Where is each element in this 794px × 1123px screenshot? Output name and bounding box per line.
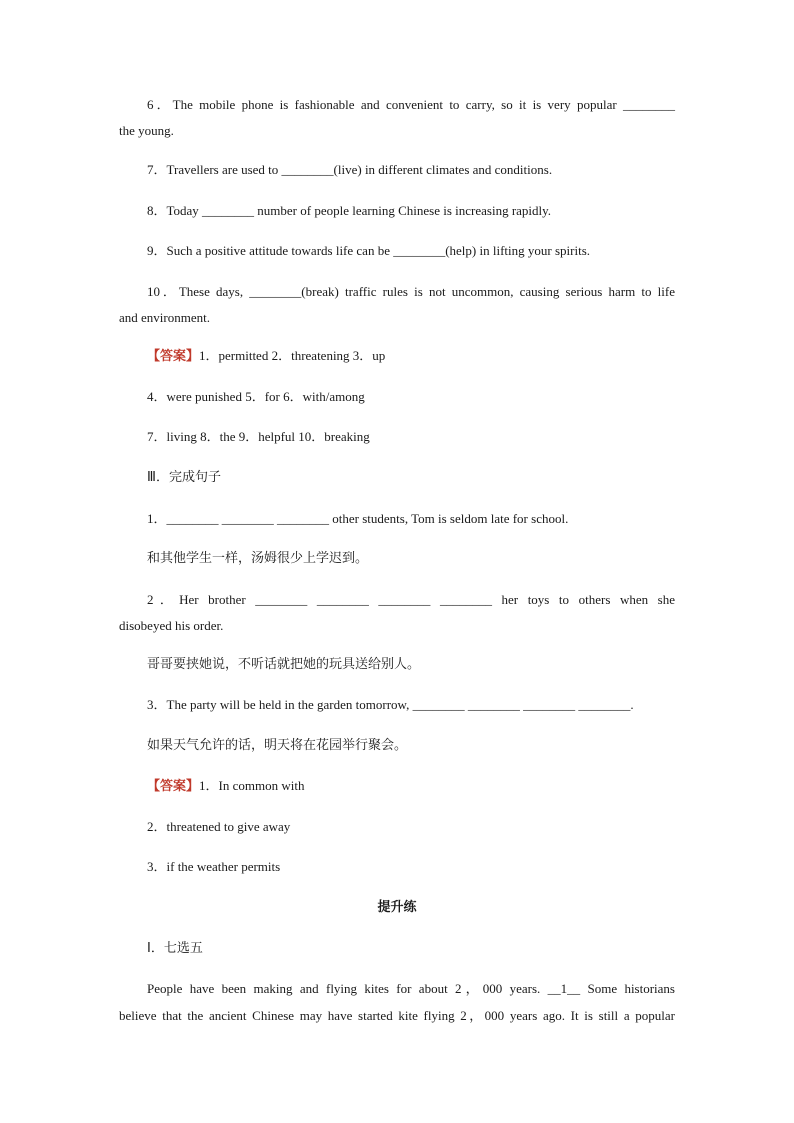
question-6-line-2: the young.	[119, 123, 174, 138]
sentence-3-chinese: 如果天气允许的话，明天将在花园举行聚会。	[147, 738, 408, 753]
section-heading-seven-choose-five: Ⅰ．七选五	[147, 941, 203, 956]
sentence-1-chinese: 和其他学生一样，汤姆很少上学迟到。	[147, 551, 369, 566]
passage-line-2: believe that the ancient Chinese may have started kite flying 2，000 years ago. It is still a popular	[119, 1008, 675, 1023]
heading-advanced-practice: 提升练	[377, 900, 417, 915]
answer-block-2	[147, 777, 675, 796]
answer-block-1	[147, 347, 675, 366]
sentence-answer-2: 2．threatened to give away	[147, 819, 291, 834]
question-7: 7．Travellers are used to ________(live) in different climates and conditions.	[147, 162, 553, 177]
answer-tag: 【答案】	[147, 349, 200, 364]
answer-line-1: 1．permitted 2．threatening 3．up	[199, 348, 386, 363]
section-heading-complete-sentences: Ⅲ．完成句子	[147, 470, 221, 485]
answer-tag: 【答案】	[147, 779, 200, 794]
sentence-2-chinese: 哥哥要挟她说，不听话就把她的玩具送给别人。	[147, 657, 421, 672]
question-6-line-1: 6．The mobile phone is fashionable and convenient to carry, so it is very popular ________	[147, 97, 675, 112]
question-9: 9．Such a positive attitude towards life can be ________(help) in lifting your spirits.	[147, 243, 591, 258]
answer-line-2: 4．were punished 5．for 6．with/among	[147, 389, 365, 404]
answer-line-3: 7．living 8．the 9．helpful 10．breaking	[147, 429, 370, 444]
question-8: 8．Today ________ number of people learning Chinese is increasing rapidly.	[147, 203, 552, 218]
sentence-answer-3: 3．if the weather permits	[147, 859, 281, 874]
sentence-1: 1．________ ________ ________ other students, Tom is seldom late for school.	[147, 511, 569, 526]
sentence-3: 3．The party will be held in the garden tomorrow, ________ ________ ________ ________.	[147, 697, 634, 712]
question-10-line-1: 10．These days, ________(break) traffic rules is not uncommon, causing serious harm to life	[147, 284, 675, 299]
sentence-answer-1: 1．In common with	[199, 778, 305, 793]
passage-line-1: People have been making and flying kites for about 2，000 years. __1__ Some historians	[147, 981, 675, 996]
question-10-line-2: and environment.	[119, 310, 210, 325]
sentence-2-line-1: 2．Her brother ________ ________ ________ ________ her toys to others when she	[147, 592, 675, 607]
sentence-2-line-2: disobeyed his order.	[119, 618, 224, 633]
